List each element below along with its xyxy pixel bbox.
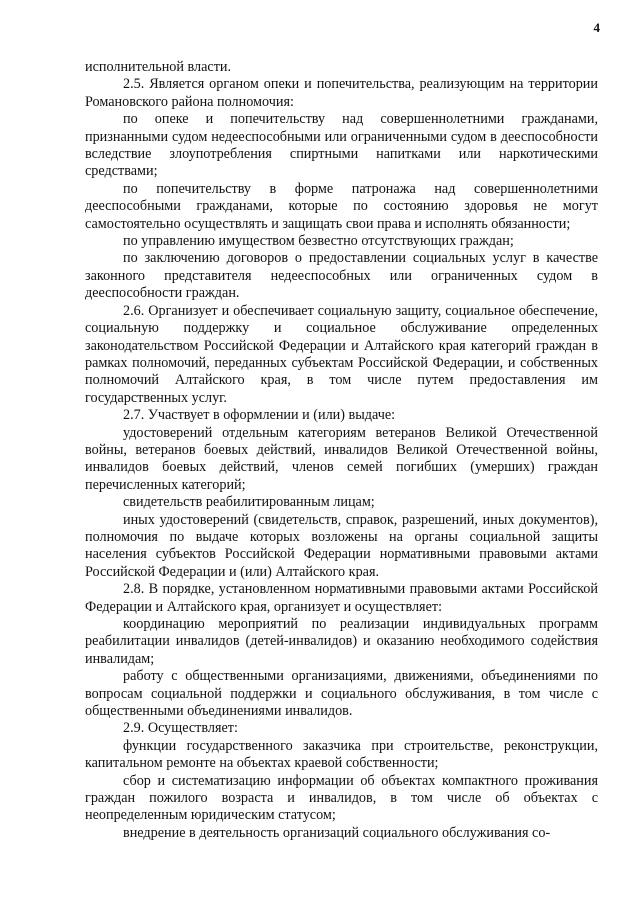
paragraph: 2.9. Осуществляет:	[123, 720, 238, 737]
paragraph: 2.6. Организует и обеспечивает социальную защиту, социальное обеспечение, социальную поддержку и социальное обслуживание определенных законодательством Российской Федерации и Алтайского края категорий граждан в рамках полномочий, переданных субъектам Российской Федерации, и собственных полномочий Алтайского края, в том числе путем предоставления им государственных услуг.	[85, 302, 598, 406]
paragraph: 2.8. В порядке, установленном нормативными правовыми актами Российской Федерации и Алтайского края, организует и осуществляет:	[85, 581, 598, 615]
page-number: 4	[593, 20, 600, 35]
paragraph: иных удостоверений (свидетельств, справок, разрешений, иных документов), полномочия по выдаче которых возложены на органы социальной защиты населения субъектов Российской Федерации нормативными правовыми актами Российской Федерации и (или) Алтайского края.	[85, 511, 598, 580]
paragraph: координацию мероприятий по реализации индивидуальных программ реабилитации инвалидов (детей-инвалидов) и оказанию необходимого содействия инвалидам;	[85, 616, 598, 667]
paragraph: сбор и систематизацию информации об объектах компактного проживания граждан пожилого возраста и инвалидов, в том числе об объектах с неопределенным юридическим статусом;	[85, 772, 598, 824]
paragraph: исполнительной власти.	[85, 59, 232, 75]
paragraph: 2.5. Является органом опеки и попечительства, реализующим на территории Романовского района полномочия:	[85, 76, 598, 110]
paragraph: удостоверений отдельным категориям ветеранов Великой Отечественной войны, ветеранов боевых действий, инвалидов Великой Отечественной войны, инвалидов боевых действий, членов семей погибших (умерших) граждан перечисленных категорий;	[85, 424, 598, 493]
paragraph: свидетельств реабилитированным лицам;	[123, 494, 375, 511]
document-body	[85, 59, 598, 842]
paragraph: внедрение в деятельность организаций социального обслуживания со-	[123, 824, 551, 841]
paragraph: по заключению договоров о предоставлении социальных услуг в качестве законного представителя недееспособных или ограниченных судом в дееспособности граждан.	[85, 250, 598, 302]
paragraph: работу с общественными организациями, движениями, объединениями по вопросам социальной поддержки и социального обслуживания, в том числе с общественными объединениями инвалидов.	[85, 668, 598, 720]
paragraph: функции государственного заказчика при строительстве, реконструкции, капитальном ремонте на объектах краевой собственности;	[85, 737, 598, 772]
paragraph: по управлению имуществом безвестно отсутствующих граждан;	[123, 233, 514, 250]
paragraph: по попечительству в форме патронажа над совершеннолетними дееспособными гражданами, которые по состоянию здоровья не могут самостоятельно осуществлять и защищать свои права и исполнять обязанности;	[85, 180, 598, 232]
paragraph: по опеке и попечительству над совершеннолетними гражданами, признанными судом недееспособными или ограниченными судом в дееспособности вследствие злоупотребления спиртными напитками или наркотическими средствами;	[85, 111, 598, 180]
paragraph: 2.7. Участвует в оформлении и (или) выдаче:	[123, 407, 396, 424]
